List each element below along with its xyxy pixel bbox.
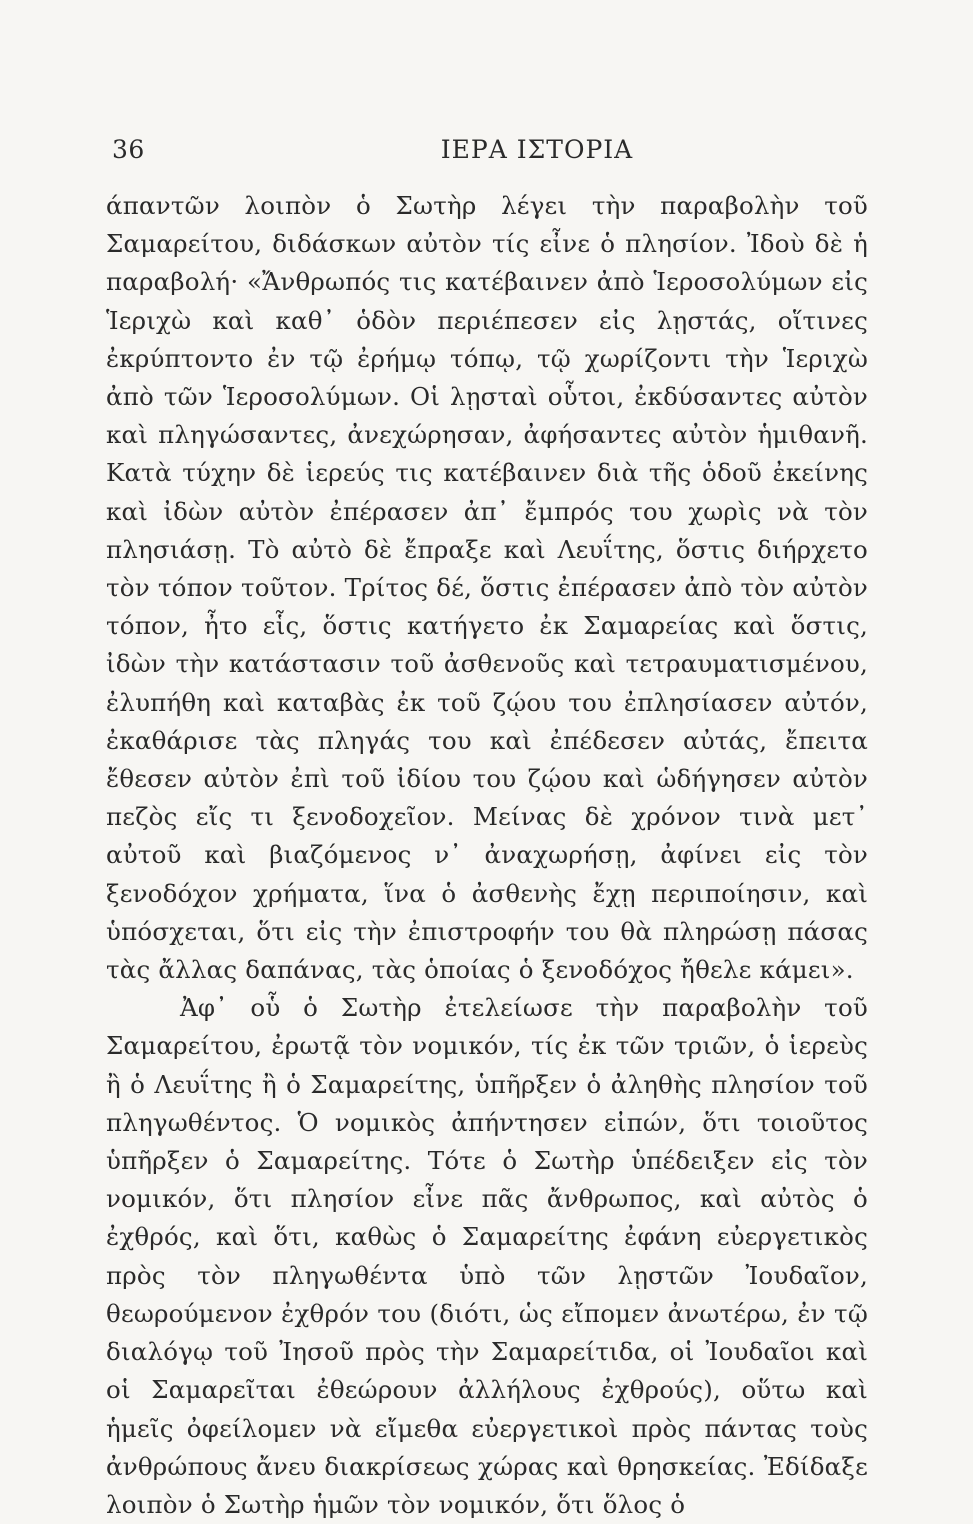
body-text xyxy=(106,187,868,1524)
running-title: ΙΕΡΑ ΙΣΤΟΡΙΑ xyxy=(440,135,634,164)
page-number: 36 xyxy=(112,135,145,164)
paragraph-2: Ἀφ᾽ οὗ ὁ Σωτὴρ ἐτελείωσε τὴν παραβολὴν τοῦ Σαμαρείτου, ἐρωτᾷ τὸν νομικόν, τίς ἐκ τῶν τριῶν, ὁ ἱερεὺς ἢ ὁ Λευΐτης ἢ ὁ Σαμαρείτης, ὑπῆρξεν ὁ ἀληθὴς πλησίον τοῦ πληγωθέντος. Ὁ νομικὸς ἀπήντησεν εἰπών, ὅτι τοιοῦτος ὑπῆρξεν ὁ Σαμαρείτης. Τότε ὁ Σωτὴρ ὑπέδειξεν εἰς τὸν νομικόν, ὅτι πλησίον εἶνε πᾶς ἄνθρωπος, καὶ αὐτὸς ὁ ἐχθρός, καὶ ὅτι, καθὼς ὁ Σαμαρείτης ἐφάνη εὐεργετικὸς πρὸς τὸν πληγωθέντα ὑπὸ τῶν λῃστῶν Ἰουδαῖον, θεωρούμενον ἐχθρόν του (διότι, ὡς εἴπομεν ἀνωτέρω, ἐν τῷ διαλόγῳ τοῦ Ἰησοῦ πρὸς τὴν Σαμαρείτιδα, οἱ Ἰουδαῖοι καὶ οἱ Σαμαρεῖται ἐθεώρουν ἀλλήλους ἐχθρούς), οὕτω καὶ ἡμεῖς ὀφείλομεν νὰ εἴμεθα εὐεργετικοὶ πρὸς πάντας τοὺς ἀνθρώπους ἄνευ διακρίσεως χώρας καὶ θρησκείας. Ἐδίδαξε λοιπὸν ὁ Σωτὴρ ἡμῶν τὸν νομικόν, ὅτι ὅλος ὁ xyxy=(106,993,868,1519)
paragraph-1: άπαντῶν λοιπὸν ὁ Σωτὴρ λέγει τὴν παραβολὴν τοῦ Σαμαρείτου, διδάσκων αὐτὸν τίς εἶνε ὁ πλησίον. Ἰδοὺ δὲ ἡ παραβολή· «Ἄνθρωπός τις κατέβαινεν ἀπὸ Ἱεροσολύμων εἰς Ἱεριχὼ καὶ καθ᾽ ὁδὸν περιέπεσεν εἰς λῃστάς, οἵτινες ἐκρύπτοντο ἐν τῷ ἐρήμῳ τόπῳ, τῷ χωρίζοντι τὴν Ἱεριχὼ ἀπὸ τῶν Ἱεροσολύμων. Οἱ λῃσταὶ οὗτοι, ἐκδύσαντες αὐτὸν καὶ πληγώσαντες, ἀνεχώρησαν, ἀφήσαντες αὐτὸν ἡμιθανῆ. Κατὰ τύχην δὲ ἱερεύς τις κατέβαινεν διὰ τῆς ὁδοῦ ἐκείνης καὶ ἰδὼν αὐτὸν ἐπέρασεν ἀπ᾽ ἔμπρός του χωρὶς νὰ τὸν πλησιάσῃ. Τὸ αὐτὸ δὲ ἔπραξε καὶ Λευΐτης, ὅστις διήρχετο τὸν τόπον τοῦτον. Τρίτος δέ, ὅστις ἐπέρασεν ἀπὸ τὸν αὐτὸν τόπον, ἦτο εἷς, ὅστις κατήγετο ἐκ Σαμαρείας καὶ ὅστις, ἰδὼν τὴν κατάστασιν τοῦ ἀσθενοῦς καὶ τετραυματισμένου, ἐλυπήθη καὶ καταβὰς ἐκ τοῦ ζῴου του ἐπλησίασεν αὐτόν, ἐκαθάρισε τὰς πληγάς του καὶ ἐπέδεσεν αὐτάς, ἔπειτα ἔθεσεν αὐτὸν ἐπὶ τοῦ ἰδίου του ζῴου καὶ ὡδήγησεν αὐτὸν πεζὸς εἴς τι ξενοδοχεῖον. Μείνας δὲ χρόνον τινὰ μετ᾽ αὐτοῦ καὶ βιαζόμενος ν᾽ ἀναχωρήσῃ, ἀφίνει εἰς τὸν ξενοδόχον χρήματα, ἵνα ὁ ἀσθενὴς ἔχῃ περιποίησιν, καὶ ὑπόσχεται, ὅτι εἰς τὴν ἐπιστροφήν του θὰ πληρώσῃ πάσας τὰς ἄλλας δαπάνας, τὰς ὁποίας ὁ ξενοδόχος ἤθελε κάμει». xyxy=(106,191,868,985)
page-header xyxy=(112,135,872,175)
